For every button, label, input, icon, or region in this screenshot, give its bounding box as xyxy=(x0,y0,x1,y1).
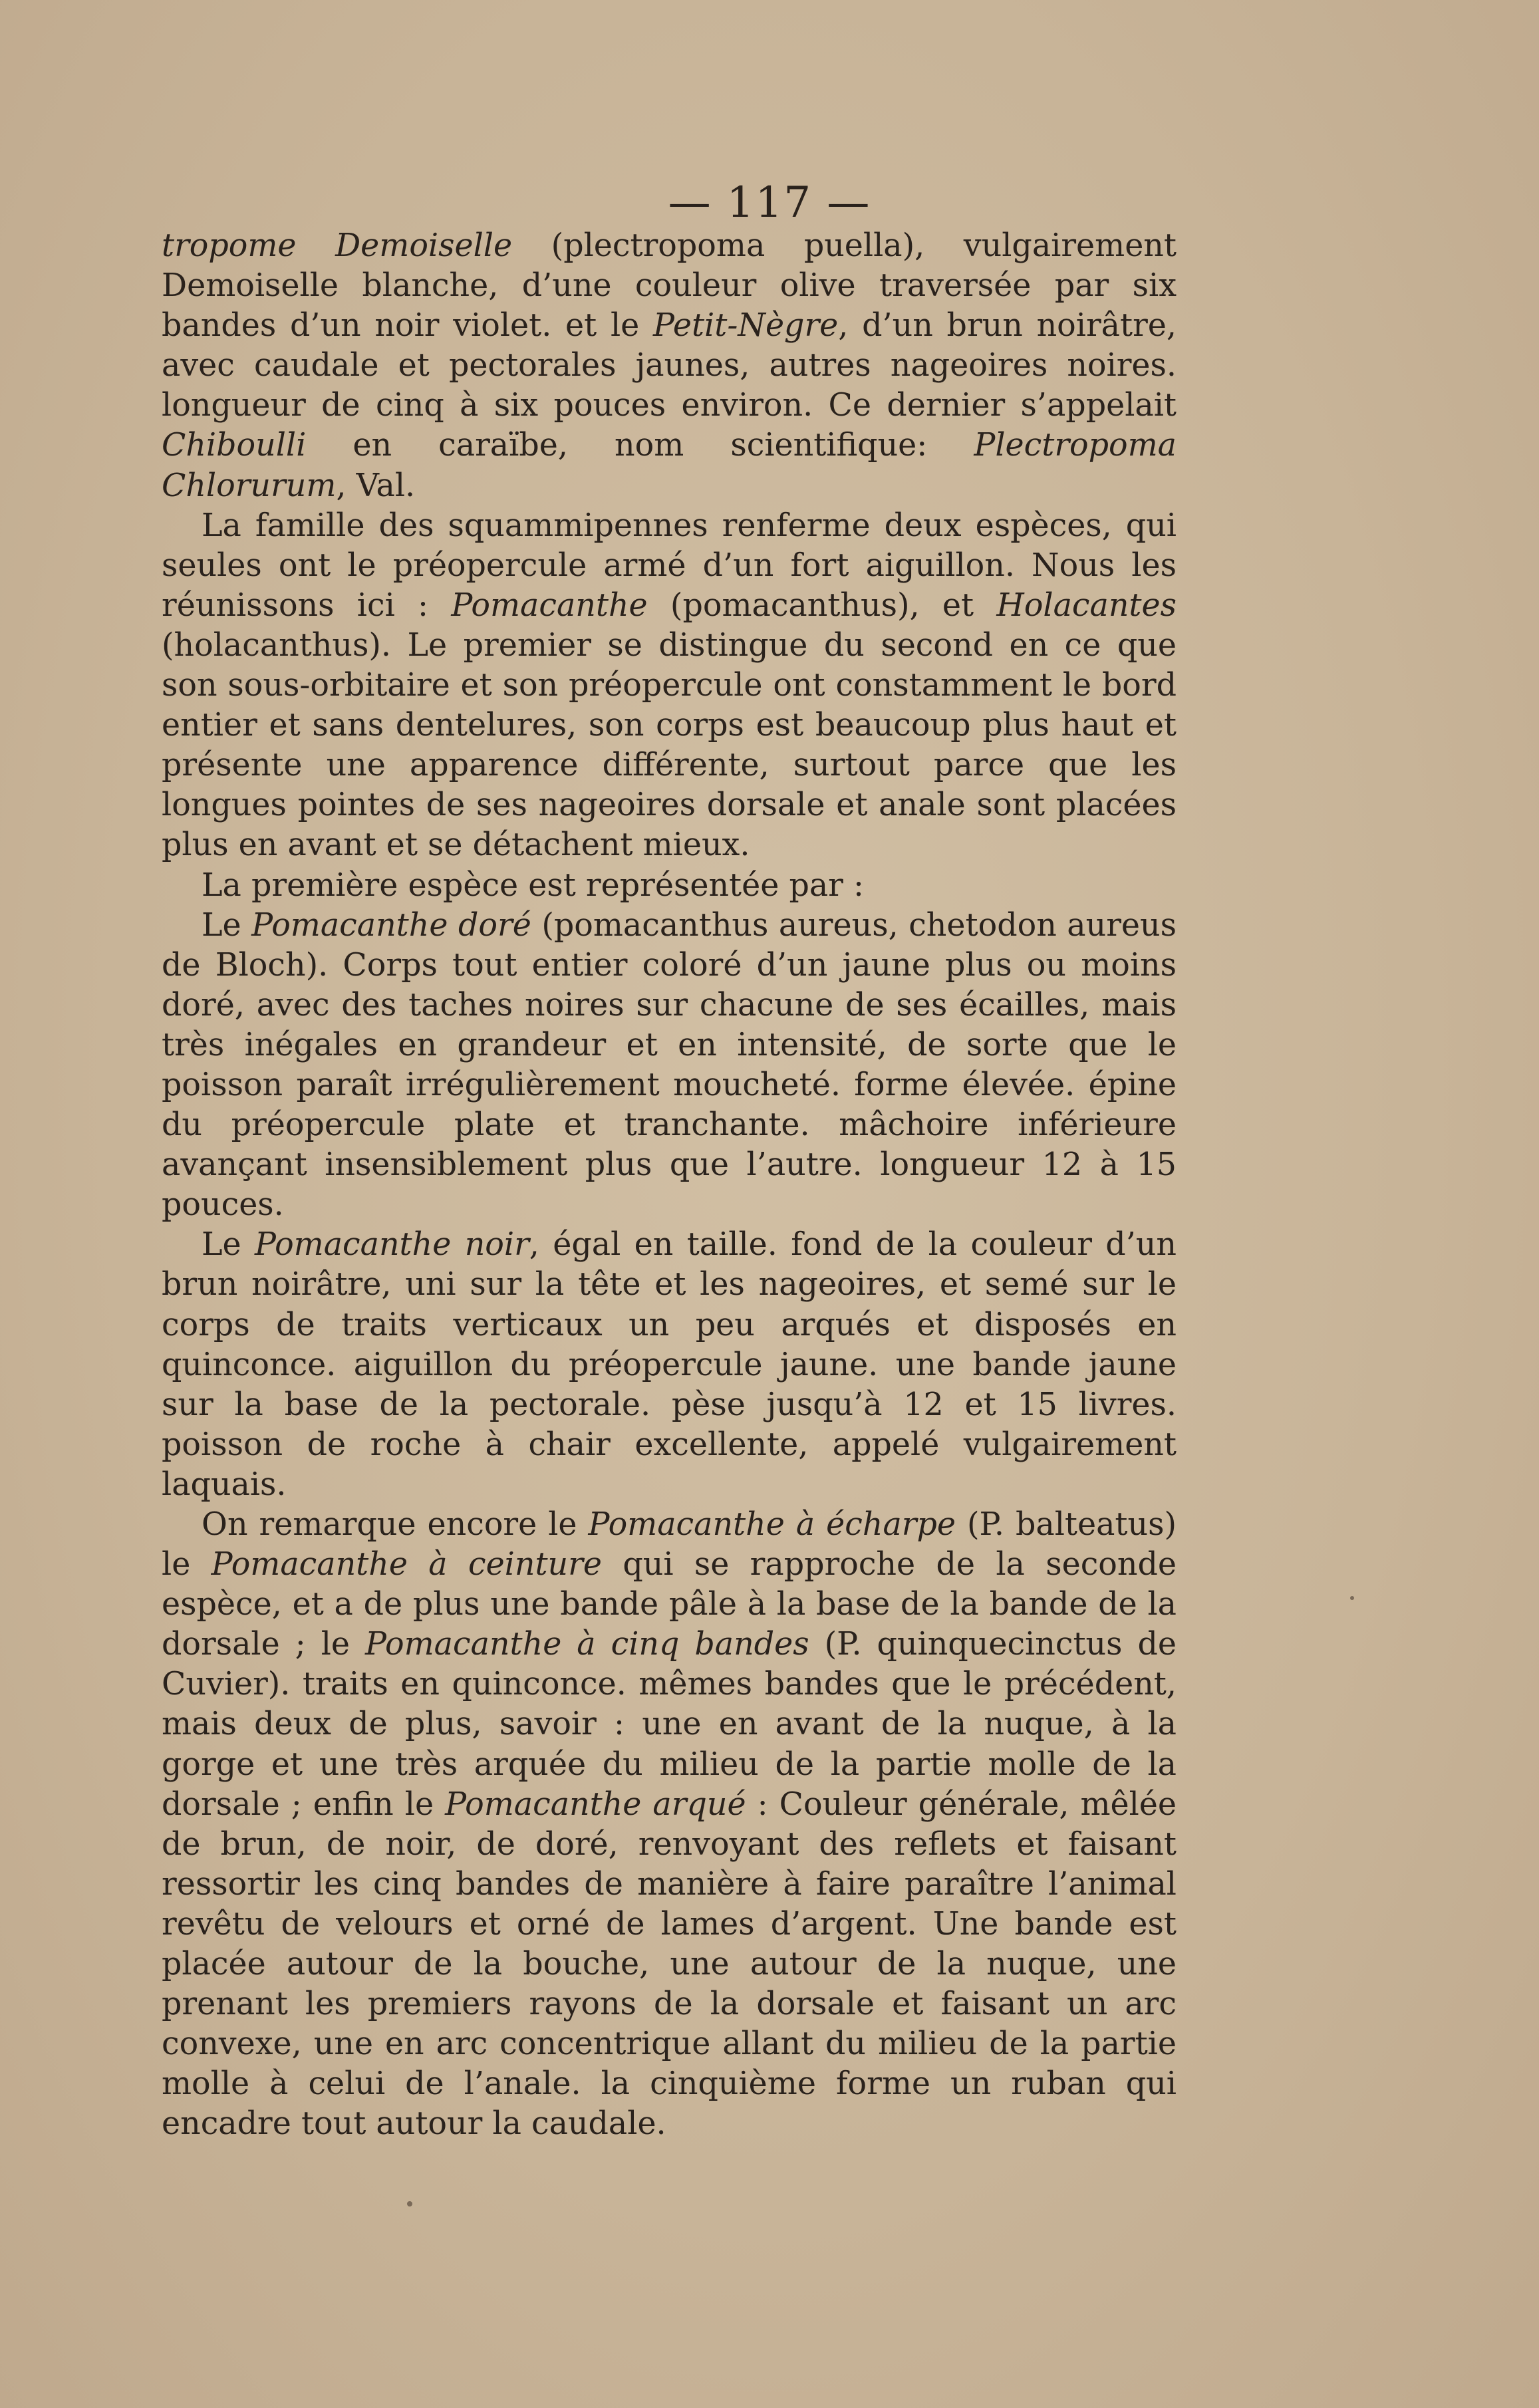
paragraph xyxy=(162,226,1177,506)
text-run: qui se rapproche de la seconde espèce, et a de plus une bande pâle à la base de la bande de la dorsale ; le xyxy=(162,1546,1177,1663)
italic-text: Pomacanthe à écharpe xyxy=(588,1506,956,1543)
text-run: La première espèce est représentée par : xyxy=(202,867,864,904)
italic-text: Pomacanthe xyxy=(451,587,648,624)
italic-text: Plectropoma Chlorurum xyxy=(162,427,1177,504)
italic-text: Pomacanthe à cinq bandes xyxy=(365,1626,809,1663)
italic-text: Pomacanthe arqué xyxy=(445,1786,746,1823)
body-text xyxy=(162,226,1177,2145)
text-run: (pomacanthus), et xyxy=(647,587,997,624)
italic-text: Chiboulli xyxy=(162,427,307,464)
italic-text: Holacantes xyxy=(996,587,1177,624)
paragraph xyxy=(162,906,1177,1226)
text-run: La famille des squammipennes renferme deux espèces, qui seules ont le préopercule armé d’un fort aiguillon. Nous les réunissons ici : xyxy=(162,507,1177,624)
text-run: en caraïbe, nom scientifique: xyxy=(306,427,974,464)
text-run: , égal en taille. fond de la couleur d’un brun noirâtre, uni sur la tête et les nageoires, et semé sur le corps de traits verticaux un peu arqués et disposés en quinconce. aiguillon du préopercule jaune. une bande jaune sur la base de la pectorale. pèse jusqu’à 12 et 15 livres. poisson de roche à chair excellente, appelé vulgairement laquais. xyxy=(162,1226,1177,1503)
paragraph xyxy=(162,506,1177,866)
text-run: (P. quinquecinctus de Cuvier). traits en quinconce. mêmes bandes que le précédent, mais deux de plus, savoir : une en avant de la nuque, à la gorge et une très arquée du milieu de la partie molle de la dorsale ; enfin le xyxy=(162,1626,1177,1823)
text-run: Le xyxy=(202,1226,255,1264)
text-run: (holacanthus). Le premier se distingue du second en ce que son sous-orbitaire et son préopercule ont constamment le bord entier et sans dentelures, son corps est beaucoup plus haut et présente une apparence différente, surtout parce que les longues pointes de ses nageoires dorsale et anale sont placées plus en avant et se détachent mieux. xyxy=(162,626,1177,864)
text-run: , Val. xyxy=(336,467,416,504)
italic-text: tropome Demoiselle xyxy=(162,227,513,264)
text-run: (pomacanthus aureus, chetodon aureus de Bloch). Corps tout entier coloré d’un jaune plus ou moins doré, avec des taches noires sur chacune de ses écailles, mais très inégales en grandeur et en intensité, de sorte que le poisson paraît irrégulièrement moucheté. forme élevée. épine du préopercule plate et tranchante. mâchoire inférieure avançant insensiblement plus que l’autre. longueur 12 à 15 pouces. xyxy=(162,906,1177,1224)
italic-text: Petit-Nègre xyxy=(653,307,839,344)
paper-speck xyxy=(407,2201,412,2207)
text-run: : Couleur générale, mêlée de brun, de noir, de doré, renvoyant des reflets et faisant ressortir les cinq bandes de manière à faire paraître l’animal revêtu de velours et orné de lames d’argent. Une bande est placée autour de la bouche, une autour de la nuque, une prenant les premiers rayons de la dorsale et faisant un arc convexe, une en arc concentrique allant du milieu de la partie molle à celui de l’anale. la cinquième forme un ruban qui encadre tout autour la caudale. xyxy=(162,1786,1177,2143)
italic-text: Pomacanthe à ceinture xyxy=(211,1546,602,1583)
text-run: On remarque encore le xyxy=(202,1506,589,1543)
paragraph xyxy=(162,866,1177,906)
page-number: — 117 — xyxy=(668,178,871,227)
paper-speck xyxy=(1350,1596,1354,1600)
text-run: , d’un brun noirâtre, avec caudale et pectorales jaunes, autres nageoires noires. longueur de cinq à six pouces environ. Ce dernier s’appelait xyxy=(162,307,1177,424)
text-run: (plectropoma puella), vulgairement Demoiselle blanche, d’une couleur olive traversée par six bandes d’un noir violet. et le xyxy=(162,227,1177,344)
italic-text: Pomacanthe doré xyxy=(251,906,531,944)
paragraph xyxy=(162,1505,1177,2145)
text-run: (P. balteatus) le xyxy=(162,1506,1177,1583)
paragraph xyxy=(162,1225,1177,1505)
italic-text: Pomacanthe noir xyxy=(255,1226,529,1264)
text-run: Le xyxy=(202,906,252,944)
